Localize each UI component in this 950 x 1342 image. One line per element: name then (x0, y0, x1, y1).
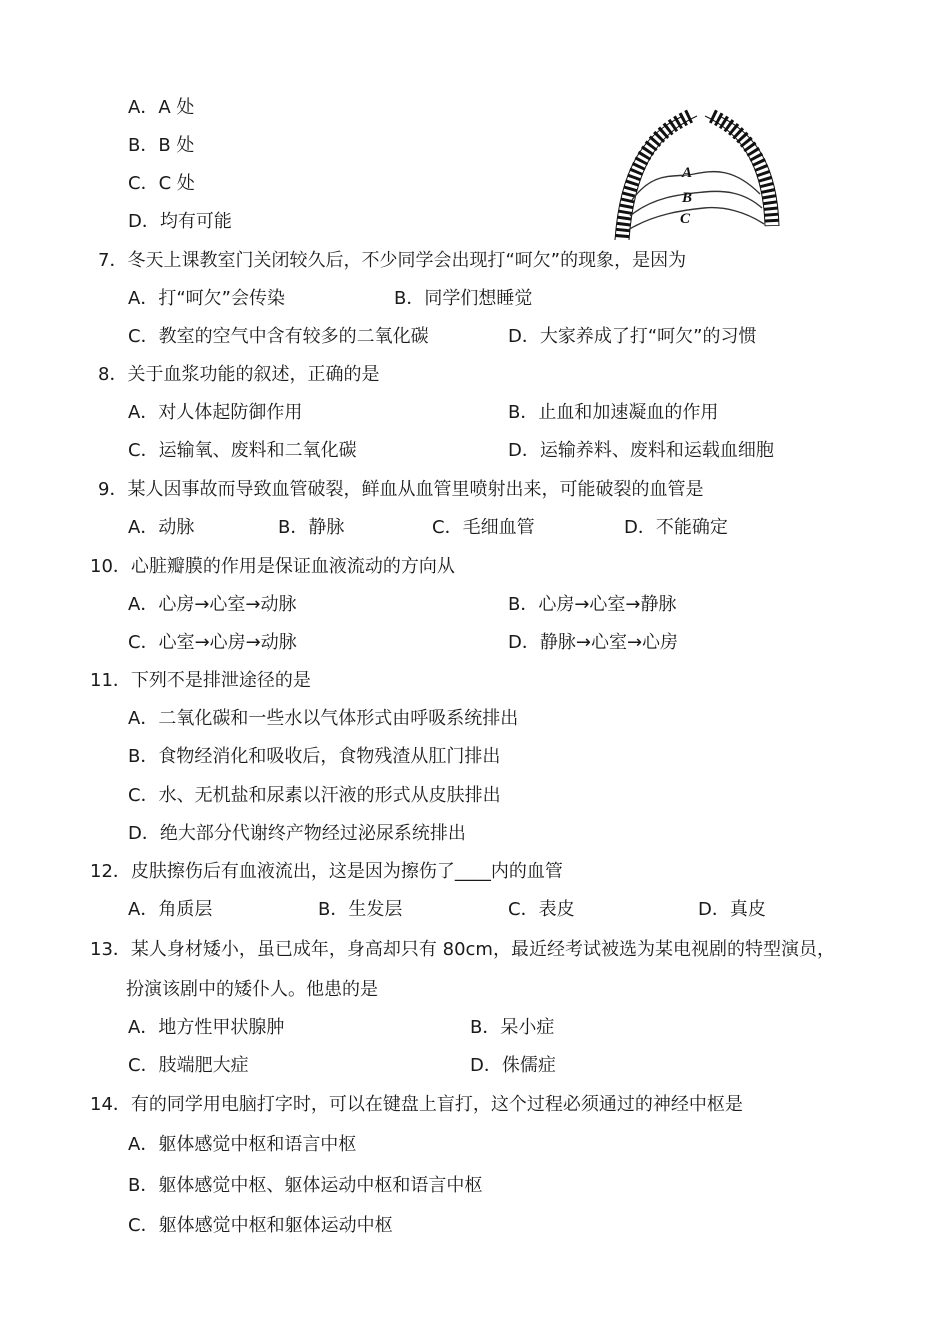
q13-option-c: C．肢端肥大症 (128, 1055, 249, 1076)
q9-option-b: B．静脉 (278, 517, 345, 538)
q11-option-c: C．水、无机盐和尿素以汗液的形式从皮肤排出 (128, 785, 501, 806)
q8-option-c: C．运输氧、废料和二氧化碳 (128, 440, 357, 461)
q11-option-a: A．二氧化碳和一些水以气体形式由呼吸系统排出 (128, 708, 519, 729)
q6-option-c: C．C 处 (128, 173, 195, 194)
q8-option-b: B．止血和加速凝血的作用 (508, 402, 719, 423)
diaphragm-figure (614, 108, 782, 246)
q8-option-a: A．对人体起防御作用 (128, 402, 303, 423)
figure-label-a: A (682, 165, 693, 181)
q12-option-a: A．角质层 (128, 899, 213, 920)
q10-option-d: D．静脉→心室→心房 (508, 632, 679, 653)
q10-option-a: A．心房→心室→动脉 (128, 594, 297, 615)
q9-option-a: A．动脉 (128, 517, 195, 538)
figure-label-b: B (682, 190, 693, 206)
q11-stem: 11．下列不是排泄途径的是 (90, 670, 311, 691)
q12-stem: 12．皮肤擦伤后有血液流出，这是因为擦伤了____内的血管 (90, 861, 563, 882)
right-rib-wall (712, 116, 772, 226)
q10-stem: 10．心脏瓣膜的作用是保证血液流动的方向从 (90, 556, 455, 577)
q8-stem: 8．关于血浆功能的叙述，正确的是 (98, 364, 380, 385)
q13-stem-line1: 13．某人身材矮小，虽已成年，身高却只有 80cm，最近经考试被选为某电视剧的特型演员， (90, 939, 835, 960)
q9-option-d: D．不能确定 (624, 517, 728, 538)
q13-option-d: D．侏儒症 (470, 1055, 556, 1076)
q10-option-c: C．心室→心房→动脉 (128, 632, 297, 653)
q11-option-d: D．绝大部分代谢终产物经过泌尿系统排出 (128, 823, 466, 844)
q7-option-d: D．大家养成了打“呵欠”的习惯 (508, 326, 757, 347)
q10-option-b: B．心房→心室→静脉 (508, 594, 677, 615)
q13-option-a: A．地方性甲状腺肿 (128, 1017, 285, 1038)
diaphragm-curve-c (628, 208, 764, 230)
q14-stem: 14．有的同学用电脑打字时，可以在键盘上盲打，这个过程必须通过的神经中枢是 (90, 1094, 743, 1115)
q9-stem: 9．某人因事故而导致血管破裂，鲜血从血管里喷射出来，可能破裂的血管是 (98, 479, 704, 500)
diaphragm-curve-b (630, 191, 762, 216)
q6-option-d: D．均有可能 (128, 211, 232, 232)
q12-option-d: D．真皮 (698, 899, 766, 920)
q7-option-a: A．打“呵欠”会传染 (128, 288, 285, 309)
q8-option-d: D．运输养料、废料和运载血细胞 (508, 440, 774, 461)
q11-option-b: B．食物经消化和吸收后，食物残渣从肛门排出 (128, 746, 501, 767)
q14-option-c: C．躯体感觉中枢和躯体运动中枢 (128, 1215, 393, 1236)
q7-option-c: C．教室的空气中含有较多的二氧化碳 (128, 326, 429, 347)
q14-option-b: B．躯体感觉中枢、躯体运动中枢和语言中枢 (128, 1175, 483, 1196)
q9-option-c: C．毛细血管 (432, 517, 535, 538)
q6-option-b: B．B 处 (128, 135, 195, 156)
q6-option-a: A．A 处 (128, 97, 195, 118)
q12-option-c: C．表皮 (508, 899, 575, 920)
q7-stem: 7．冬天上课教室门关闭较久后，不少同学会出现打“呵欠”的现象，是因为 (98, 250, 687, 271)
q7-option-b: B．同学们想睡觉 (394, 288, 533, 309)
q13-stem-line2: 扮演该剧中的矮仆人。他患的是 (126, 979, 378, 1000)
q13-option-b: B．呆小症 (470, 1017, 555, 1038)
q12-option-b: B．生发层 (318, 899, 403, 920)
figure-label-c: C (680, 211, 691, 227)
q14-option-a: A．躯体感觉中枢和语言中枢 (128, 1134, 357, 1155)
